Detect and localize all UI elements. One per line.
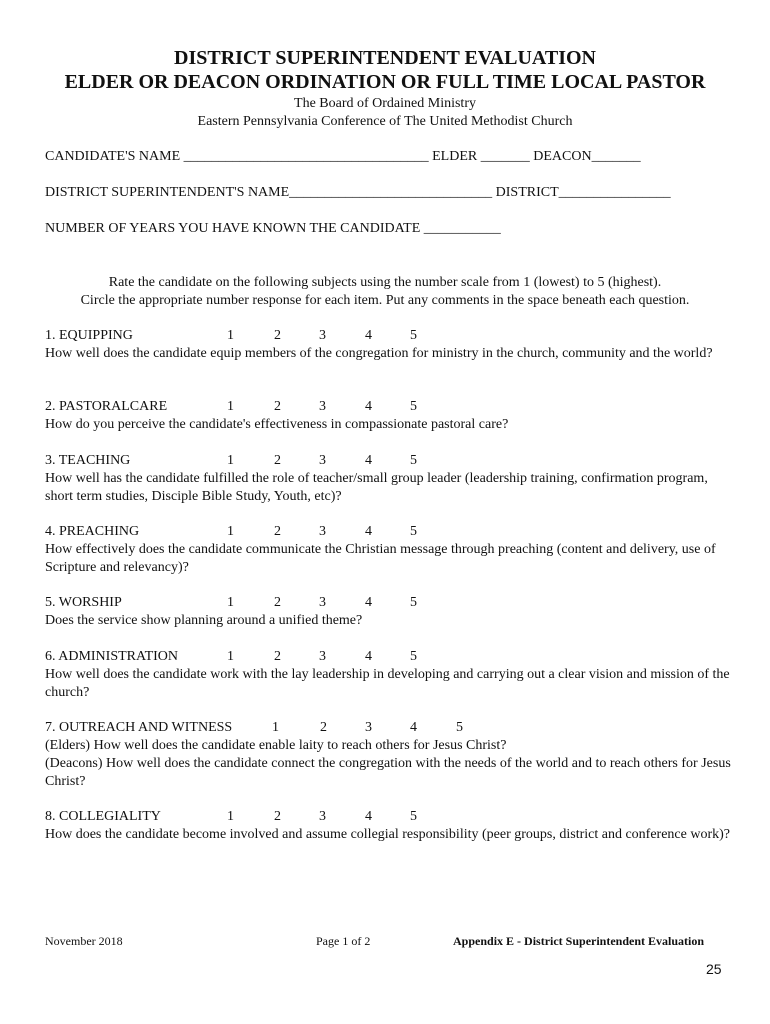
question-text: How effectively does the candidate communicate the Christian message through preaching (content and delivery, use of Scripture and relevancy)?	[45, 542, 716, 575]
question-collegiality	[45, 808, 735, 844]
rating-option-2[interactable]: 2	[274, 809, 281, 824]
rating-option-1[interactable]: 1	[227, 328, 234, 343]
rating-option-1[interactable]: 1	[227, 399, 234, 414]
rating-option-1[interactable]: 1	[227, 809, 234, 824]
rating-option-2[interactable]: 2	[274, 328, 281, 343]
rating-option-2[interactable]: 2	[274, 524, 281, 539]
rating-option-3[interactable]: 3	[319, 524, 326, 539]
rating-option-3[interactable]: 3	[319, 595, 326, 610]
question-preaching	[45, 523, 735, 577]
rating-option-3[interactable]: 3	[319, 649, 326, 664]
form-title-line-2: ELDER OR DEACON ORDINATION OR FULL TIME LOCAL PASTOR	[64, 71, 706, 93]
rating-option-3[interactable]: 3	[365, 720, 372, 735]
question-title: 5. WORSHIP	[45, 595, 122, 610]
question-title: 7. OUTREACH AND WITNESS	[45, 720, 233, 735]
footer-appendix: Appendix E - District Superintendent Evaluation	[453, 934, 705, 948]
question-title: 6. ADMINISTRATION	[45, 649, 178, 664]
question-pastoral-care	[45, 398, 735, 434]
rating-option-2[interactable]: 2	[274, 595, 281, 610]
question-equipping	[45, 327, 735, 363]
rating-option-5[interactable]: 5	[410, 809, 417, 824]
footer-date: November 2018	[45, 934, 123, 948]
question-text: How do you perceive the candidate's effectiveness in compassionate pastoral care?	[45, 417, 509, 432]
rating-option-3[interactable]: 3	[319, 399, 326, 414]
question-text-elders: (Elders) How well does the candidate enable laity to reach others for Jesus Christ?	[45, 738, 507, 753]
question-administration	[45, 648, 735, 702]
ds-name-field[interactable]: DISTRICT SUPERINTENDENT'S NAME_____________________________ DISTRICT________________	[45, 185, 671, 200]
rating-option-2[interactable]: 2	[274, 399, 281, 414]
rating-option-1[interactable]: 1	[227, 649, 234, 664]
question-title: 8. COLLEGIALITY	[45, 809, 161, 824]
rating-option-4[interactable]: 4	[365, 649, 372, 664]
rating-option-4[interactable]: 4	[365, 399, 372, 414]
rating-option-5[interactable]: 5	[410, 399, 417, 414]
question-teaching	[45, 452, 735, 506]
candidate-name-field[interactable]: CANDIDATE'S NAME ___________________________________ ELDER _______ DEACON_______	[45, 149, 641, 164]
question-worship	[45, 594, 735, 630]
rating-option-4[interactable]: 4	[365, 328, 372, 343]
rating-option-4[interactable]: 4	[365, 524, 372, 539]
rating-option-1[interactable]: 1	[227, 595, 234, 610]
rating-option-2[interactable]: 2	[320, 720, 327, 735]
rating-option-5[interactable]: 5	[410, 524, 417, 539]
rating-option-2[interactable]: 2	[274, 453, 281, 468]
rating-option-3[interactable]: 3	[319, 809, 326, 824]
footer-page-count: Page 1 of 2	[316, 934, 371, 948]
rating-option-4[interactable]: 4	[365, 595, 372, 610]
conference-name: Eastern Pennsylvania Conference of The United Methodist Church	[197, 114, 573, 129]
rating-option-4[interactable]: 4	[365, 809, 372, 824]
question-title: 3. TEACHING	[45, 453, 131, 468]
instructions-line-1: Rate the candidate on the following subjects using the number scale from 1 (lowest) to 5 (highest).	[108, 275, 662, 290]
question-text: How well does the candidate work with the lay leadership in developing and carrying out a clear vision and mission of the church?	[45, 667, 730, 700]
question-text: Does the service show planning around a unified theme?	[45, 613, 363, 628]
rating-option-5[interactable]: 5	[410, 595, 417, 610]
rating-option-1[interactable]: 1	[272, 720, 279, 735]
question-title: 4. PREACHING	[45, 524, 140, 539]
question-text: How well does the candidate equip members of the congregation for ministry in the church, community and the world?	[45, 346, 713, 361]
rating-option-2[interactable]: 2	[274, 649, 281, 664]
question-title: 1. EQUIPPING	[45, 328, 133, 343]
question-text: How does the candidate become involved and assume collegial responsibility (peer groups, district and conference work)?	[45, 827, 730, 842]
rating-option-3[interactable]: 3	[319, 328, 326, 343]
question-text: How well has the candidate fulfilled the role of teacher/small group leader (leadership training, confirmation program, short term studies, Disciple Bible Study, Youth, etc)?	[45, 471, 708, 504]
question-outreach-witness	[45, 719, 735, 791]
question-title: 2. PASTORALCARE	[45, 399, 168, 414]
rating-option-5[interactable]: 5	[410, 649, 417, 664]
years-known-field[interactable]: NUMBER OF YEARS YOU HAVE KNOWN THE CANDIDATE ___________	[45, 221, 501, 236]
rating-option-4[interactable]: 4	[410, 720, 417, 735]
rating-option-5[interactable]: 5	[410, 453, 417, 468]
rating-option-5[interactable]: 5	[456, 720, 463, 735]
rating-option-1[interactable]: 1	[227, 453, 234, 468]
form-title-line-1: DISTRICT SUPERINTENDENT EVALUATION	[174, 47, 596, 69]
page-number: 25	[706, 961, 722, 977]
board-name: The Board of Ordained Ministry	[294, 96, 476, 111]
rating-option-5[interactable]: 5	[410, 328, 417, 343]
instructions-line-2: Circle the appropriate number response for each item. Put any comments in the space beneath each question.	[80, 293, 690, 308]
question-text-deacons: (Deacons) How well does the candidate connect the congregation with the needs of the world and to reach others for Jesus Christ?	[45, 756, 731, 789]
rating-option-4[interactable]: 4	[365, 453, 372, 468]
rating-option-1[interactable]: 1	[227, 524, 234, 539]
rating-option-3[interactable]: 3	[319, 453, 326, 468]
